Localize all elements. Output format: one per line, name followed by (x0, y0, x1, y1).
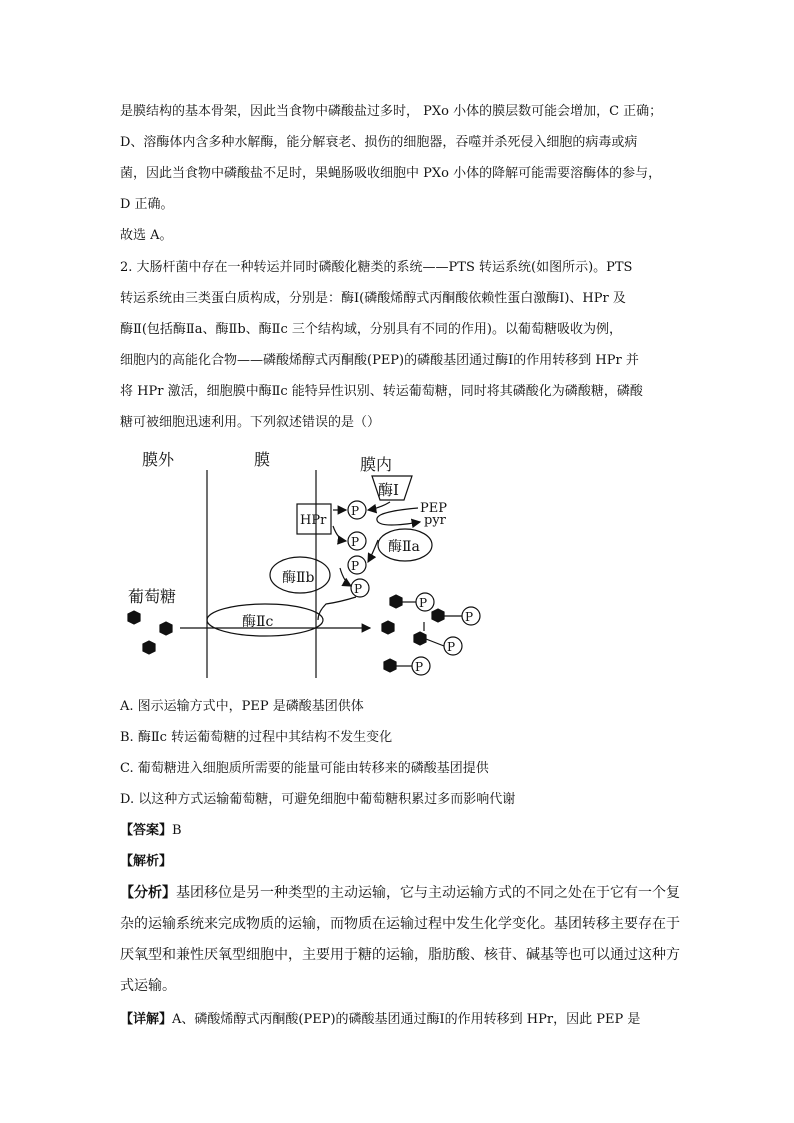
phosphate-label: P (415, 660, 424, 674)
p-to-glucose-curve (318, 597, 356, 620)
option-d: D. 以这种方式运输葡萄糖，可避免细胞中葡萄糖积累过多而影响代谢 (120, 792, 516, 807)
analysis-line-2: 杂的运输系统来完成物质的运输，而物质在运输过程中发生化学变化。基团转移主要存在于 (120, 916, 680, 932)
analysis-text: 基团移位是另一种类型的主动运输，它与主动运输方式的不同之处在于它有一个复 (176, 885, 680, 901)
glucose-hexagon (390, 595, 402, 608)
analysis-line-1 (120, 883, 680, 903)
hpr-to-p-arrow (333, 526, 346, 541)
glucose-hexagon (143, 641, 155, 654)
phosphate-label: P (419, 596, 428, 610)
analysis-heading: 【解析】 (120, 854, 173, 869)
question-2-line-1: 2. 大肠杆菌中存在一种转运并同时磷酸化糖类的系统——PTS 转运系统(如图所示)。PTS (120, 260, 633, 275)
bond-line (426, 639, 444, 646)
detail-tag: 【详解】 (120, 1012, 173, 1027)
pep-to-pyr-arrow (377, 508, 420, 525)
question-2-line-3: 酶Ⅱ(包括酶Ⅱa、酶Ⅱb、酶Ⅱc 三个结构域，分别具有不同的作用)。以葡萄糖吸收为例， (120, 322, 622, 337)
option-b: B. 酶Ⅱc 转运葡萄糖的过程中其结构不发生变化 (120, 730, 393, 745)
pep-label: PEP (420, 501, 447, 516)
text-line-3: 菌，因此当食物中磷酸盐不足时，果蝇肠吸收细胞中 PXo 小体的降解可能需要溶酶体的参与， (120, 166, 662, 181)
glucose-hexagon (128, 611, 140, 624)
glucose-hexagon (382, 621, 394, 634)
question-2-line-6: 糖可被细胞迅速利用。下列叙述错误的是（） (120, 415, 381, 430)
question-2-line-5: 将 HPr 激活，细胞膜中酶Ⅱc 能特异性识别、转运葡萄糖，同时将其磷酸化为磷酸糖，磷酸 (120, 384, 643, 399)
hpr-label: HPr (300, 513, 327, 528)
option-a: A. 图示运输方式中，PEP 是磷酸基团供体 (120, 699, 364, 714)
text-line-2: D、溶酶体内含多种水解酶，能分解衰老、损伤的细胞器，吞噬并杀死侵入细胞的病毒或病 (120, 135, 638, 150)
glucose-label: 葡萄糖 (128, 587, 177, 606)
phosphate-label: P (351, 535, 360, 549)
answer-line (120, 821, 182, 841)
enzyme2c-label: 酶Ⅱc (242, 614, 274, 630)
phosphate-label: P (351, 504, 360, 518)
question-2-line-2: 转运系统由三类蛋白质构成，分别是：酶Ⅰ(磷酸烯醇式丙酮酸依赖性蛋白激酶Ⅰ)、HPr 及 (120, 291, 626, 306)
phosphate-label: P (351, 559, 360, 573)
answer-tag: 【答案】 (120, 823, 173, 838)
pts-diagram (0, 440, 794, 690)
phosphate-label: P (465, 610, 474, 624)
enzyme2a-arrow (368, 540, 378, 562)
text-line-1: 是膜结构的基本骨架，因此当食物中磷酸盐过多时， PXo 小体的膜层数可能会增加，C 正确； (120, 104, 663, 119)
phosphate-label: P (354, 582, 363, 596)
analysis-line-3: 厌氧型和兼性厌氧型细胞中，主要用于糖的运输，脂肪酸、核苷、碱基等也可以通过这种方 (120, 947, 680, 963)
glucose-hexagon (432, 609, 444, 622)
enzyme1-to-p-arrow (368, 502, 390, 510)
analysis-line-4: 式运输。 (120, 978, 176, 994)
pyr-label: pyr (424, 513, 446, 528)
membrane-label: 膜 (254, 450, 271, 469)
glucose-hexagon (384, 659, 396, 672)
text-line-4: D 正确。 (120, 197, 174, 212)
answer-value: B (172, 823, 182, 838)
enzyme2b-label: 酶Ⅱb (282, 570, 315, 586)
glucose-hexagon (414, 632, 426, 645)
inside-label: 膜内 (360, 455, 393, 474)
option-c: C. 葡萄糖进入细胞质所需要的能量可能由转移来的磷酸基团提供 (120, 761, 489, 776)
enzyme2a-label: 酶Ⅱa (388, 539, 420, 555)
detail-text: A、磷酸烯醇式丙酮酸(PEP)的磷酸基团通过酶Ⅰ的作用转移到 HPr，因此 PEP 是 (172, 1012, 641, 1027)
detail-line-1 (120, 1010, 640, 1030)
analysis-tag: 【分析】 (120, 885, 176, 901)
text-line-5: 故选 A。 (120, 228, 173, 243)
phosphate-label: P (447, 640, 456, 654)
enzyme1-label: 酶Ⅰ (378, 481, 399, 499)
outside-label: 膜外 (142, 450, 175, 469)
question-2-line-4: 细胞内的高能化合物——磷酸烯醇式丙酮酸(PEP)的磷酸基团通过酶Ⅰ的作用转移到 HPr 并 (120, 353, 639, 368)
glucose-hexagon (160, 622, 172, 635)
